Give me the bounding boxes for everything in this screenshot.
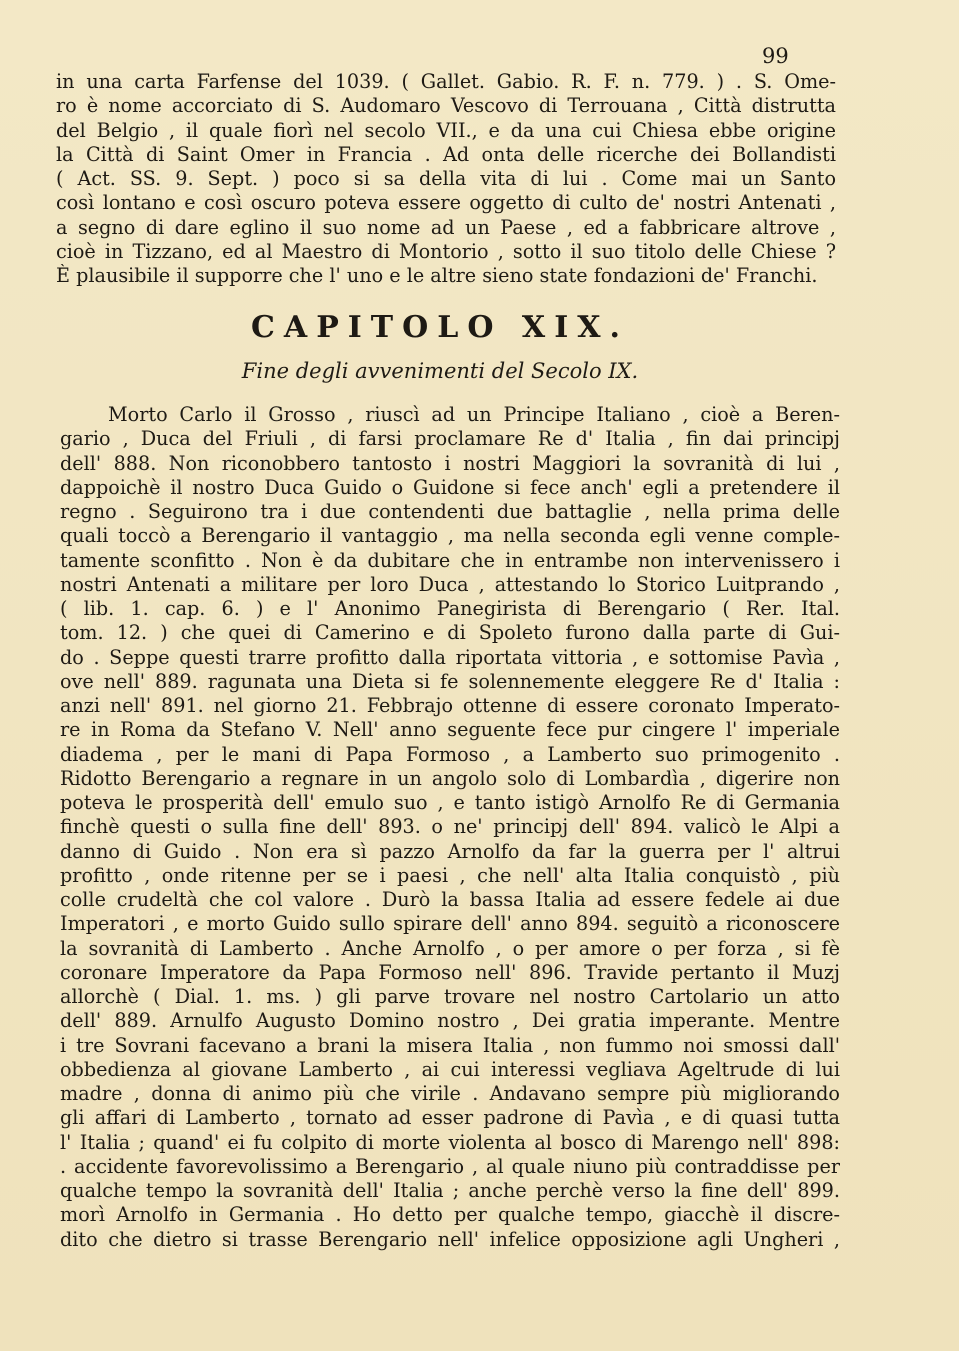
text-line: anzi nell' 891. nel giorno 21. Febbrajo ottenne di essere coronato Imperato-: [60, 694, 840, 717]
text-line: dell' 888. Non riconobbero tantosto i nostri Maggiori la sovranità di lui ,: [60, 451, 840, 475]
text-line: cioè in Tizzano, ed al Maestro di Montorio , sotto il suo titolo delle Chiese ?: [56, 240, 836, 264]
text-line: obbedienza al giovane Lamberto , ai cui interessi vegliava Ageltrude di lui: [60, 1057, 840, 1081]
text-line: coronare Imperatore da Papa Formoso nell' 896. Travide pertanto il Muzj: [60, 960, 840, 984]
text-line: qualche tempo la sovranità dell' Italia ; anche perchè verso la fine dell' 899.: [60, 1179, 840, 1202]
text-line: l' Italia ; quand' ei fu colpito di morte violenta al bosco di Marengo nell' 898:: [60, 1130, 840, 1154]
main-paragraph: [60, 403, 840, 1252]
text-line: Imperatori , e morto Guido sullo spirare dell' anno 894. seguitò a riconoscere: [60, 912, 840, 936]
text-line: in una carta Farfense del 1039. ( Gallet. Gabio. R. F. n. 779. ) . S. Ome-: [56, 70, 836, 93]
text-line: . accidente favorevolissimo a Berengario , al quale niuno più contraddisse per: [60, 1154, 840, 1178]
chapter-subtitle: Fine degli avvenimenti del Secolo IX.: [241, 359, 639, 383]
text-line: i tre Sovrani facevano a brani la misera Italia , non fummo noi smossi dall': [60, 1033, 840, 1057]
intro-paragraph: [56, 70, 836, 289]
text-line: Morto Carlo il Grosso , riuscì ad un Principe Italiano , cioè a Beren-: [108, 403, 840, 426]
text-line: dito che dietro si trasse Berengario nell' infelice opposizione agli Ungheri ,: [60, 1227, 840, 1251]
text-line: colle crudeltà che col valore . Durò la bassa Italia ad essere fedele ai due: [60, 888, 840, 911]
text-line: regno . Seguirono tra i due contendenti due battaglie , nella prima delle: [60, 500, 840, 523]
text-line: profitto , onde ritenne per se i paesi , che nell' alta Italia conquistò , più: [60, 863, 840, 887]
text-line: È plausibile il supporre che l' uno e le altre sieno state fondazioni de' Franchi.: [56, 264, 818, 288]
text-line: la sovranità di Lamberto . Anche Arnolfo , o per amore o per forza , si fè: [60, 936, 840, 960]
text-line: dell' 889. Arnulfo Augusto Domino nostro , Dei gratia imperante. Mentre: [60, 1009, 840, 1033]
text-line: dappoichè il nostro Duca Guido o Guidone si fece anch' egli a pretendere il: [60, 475, 840, 499]
text-line: del Belgio , il quale fiorì nel secolo VII., e da una cui Chiesa ebbe origine: [56, 118, 836, 142]
text-line: allorchè ( Dial. 1. ms. ) gli parve trovare nel nostro Cartolario un atto: [60, 985, 840, 1008]
text-line: ro è nome accorciato di S. Audomaro Vescovo di Terrouana , Città distrutta: [56, 94, 836, 118]
text-line: danno di Guido . Non era sì pazzo Arnolfo da far la guerra per l' altrui: [60, 839, 840, 863]
text-line: gario , Duca del Friuli , di farsi proclamare Re d' Italia , fin dai principj: [60, 427, 840, 451]
text-line: gli affari di Lamberto , tornato ad esser padrone di Pavìa , e di quasi tutta: [60, 1106, 840, 1130]
text-line: finchè questi o sulla fine dell' 893. o ne' principj dell' 894. valicò le Alpi a: [60, 815, 840, 839]
text-line: ove nell' 889. ragunata una Dieta si fe solennemente eleggere Re d' Italia :: [60, 669, 840, 693]
text-line: do . Seppe questi trarre profitto dalla riportata vittoria , e sottomise Pavìa ,: [60, 645, 840, 669]
text-line: tom. 12. ) che quei di Camerino e di Spoleto furono dalla parte di Gui-: [60, 621, 840, 645]
text-line: quali toccò a Berengario il vantaggio , ma nella seconda egli venne comple-: [60, 524, 840, 548]
text-line: re in Roma da Stefano V. Nell' anno seguente fece pur cingere l' imperiale: [60, 718, 840, 742]
chapter-title: CAPITOLO XIX.: [251, 310, 629, 345]
text-line: nostri Antenati a militare per loro Duca , attestando lo Storico Luitprando ,: [60, 572, 840, 596]
text-line: Ridotto Berengario a regnare in un angolo solo di Lombardìa , digerire non: [60, 766, 840, 790]
text-line: così lontano e così oscuro poteva essere oggetto di culto de' nostri Antenati ,: [56, 191, 836, 215]
text-line: poteva le prosperità dell' emulo suo , e tanto istigò Arnolfo Re di Germania: [60, 791, 840, 814]
text-line: ( lib. 1. cap. 6. ) e l' Anonimo Panegirista di Berengario ( Rer. Ital.: [60, 597, 840, 620]
text-line: a segno di dare eglino il suo nome ad un Paese , ed a fabbricare altrove ,: [56, 215, 836, 239]
text-line: ( Act. SS. 9. Sept. ) poco si sa della vita di lui . Come mai un Santo: [56, 167, 836, 191]
page-number: 99: [762, 44, 789, 68]
text-line: diadema , per le mani di Papa Formoso , a Lamberto suo primogenito .: [60, 742, 840, 766]
text-line: morì Arnolfo in Germania . Ho detto per qualche tempo, giacchè il discre-: [60, 1203, 840, 1227]
text-line: tamente sconfitto . Non è da dubitare che in entrambe non intervenissero i: [60, 548, 840, 572]
text-line: madre , donna di animo più che virile . Andavano sempre più migliorando: [60, 1082, 840, 1105]
text-line: la Città di Saint Omer in Francia . Ad onta delle ricerche dei Bollandisti: [56, 142, 836, 166]
